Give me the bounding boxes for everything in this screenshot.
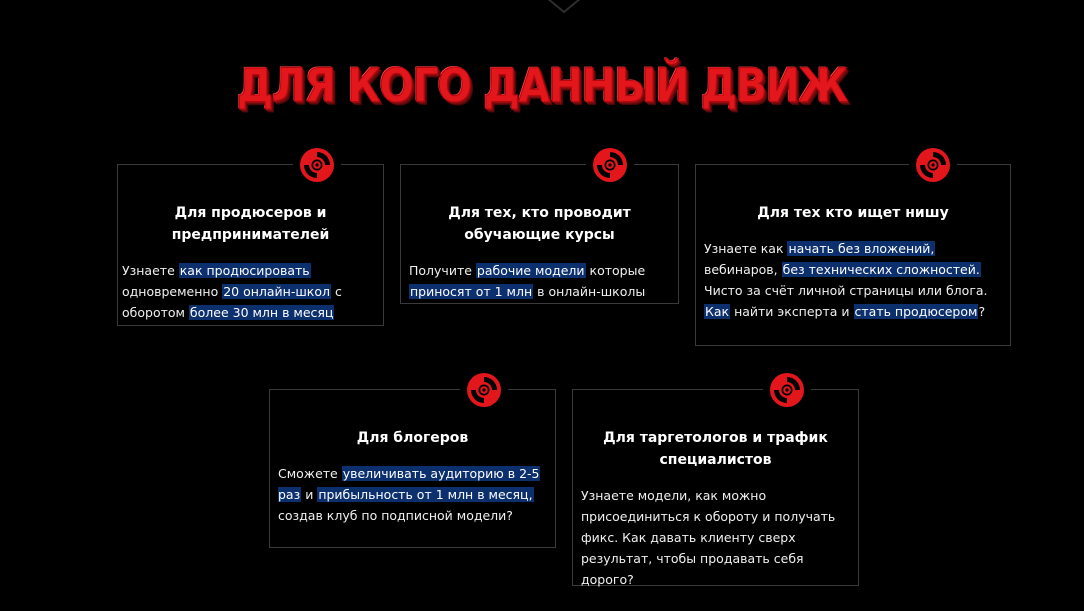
highlighted-text: увеличивать аудиторию в 2-5 раз xyxy=(278,466,540,502)
highlighted-text: приносят от 1 млн xyxy=(410,284,533,299)
text-segment: создав клуб по подписной модели? xyxy=(278,508,513,523)
card-text xyxy=(122,260,379,323)
record-icon xyxy=(763,372,811,408)
audience-card-course-creators xyxy=(400,164,679,304)
card-title: Для тех кто ищет нишу xyxy=(757,205,949,221)
text-segment: с оборотом xyxy=(122,284,342,320)
card-title: Для таргетологов и трафик специалистов xyxy=(603,430,828,468)
text-segment: Узнаете модели, как можно присоединиться к обороту и получать фикс. Как давать клиенту сверх результат, чтобы продавать себя дорого? xyxy=(581,488,836,587)
text-segment: Узнаете xyxy=(122,263,179,278)
card-text xyxy=(409,260,670,302)
text-segment: которые xyxy=(585,263,646,278)
record-icon xyxy=(909,147,957,183)
record-icon xyxy=(293,147,341,183)
highlighted-text: Как xyxy=(705,304,730,319)
text-segment: Получите xyxy=(409,263,476,278)
audience-card-producers xyxy=(117,164,384,326)
card-text xyxy=(278,463,547,526)
audience-card-targetologists xyxy=(572,389,859,586)
text-segment: Чисто за счёт личной страницы или блога. xyxy=(704,283,988,298)
card-title: Для тех, кто проводит обучающие курсы xyxy=(448,205,631,243)
highlighted-text: более 30 млн в месяц xyxy=(189,305,334,320)
chevron-down-icon xyxy=(546,0,582,14)
highlighted-text: рабочие модели xyxy=(476,263,585,278)
text-segment: Сможете xyxy=(278,466,342,481)
highlighted-text: прибыльность от 1 млн в месяц, xyxy=(318,487,533,502)
text-segment: Узнаете как xyxy=(704,241,788,256)
text-segment: и xyxy=(301,487,318,502)
highlighted-text: как продюсировать xyxy=(179,263,310,278)
card-title: Для блогеров xyxy=(356,430,469,446)
text-segment: вебинаров, xyxy=(704,262,782,277)
highlighted-text: начать без вложений, xyxy=(788,241,935,256)
highlighted-text: 20 онлайн-школ xyxy=(223,284,330,299)
text-segment: одновременно xyxy=(122,284,223,299)
text-segment: в онлайн-школы xyxy=(533,284,646,299)
text-segment: найти эксперта и xyxy=(730,304,854,319)
text-segment: ? xyxy=(978,304,986,319)
card-title: Для продюсеров и предпринимателей xyxy=(171,205,330,243)
highlighted-text: без технических сложностей. xyxy=(782,262,980,277)
record-icon xyxy=(460,372,508,408)
record-icon xyxy=(586,147,634,183)
section-title: ДЛЯ КОГО ДАННЫЙ ДВИЖ xyxy=(236,59,848,113)
audience-card-niche-seekers xyxy=(695,164,1011,346)
card-text xyxy=(704,238,1002,322)
card-text xyxy=(581,485,850,590)
highlighted-text: стать продюсером xyxy=(854,304,978,319)
audience-card-bloggers xyxy=(269,389,556,548)
